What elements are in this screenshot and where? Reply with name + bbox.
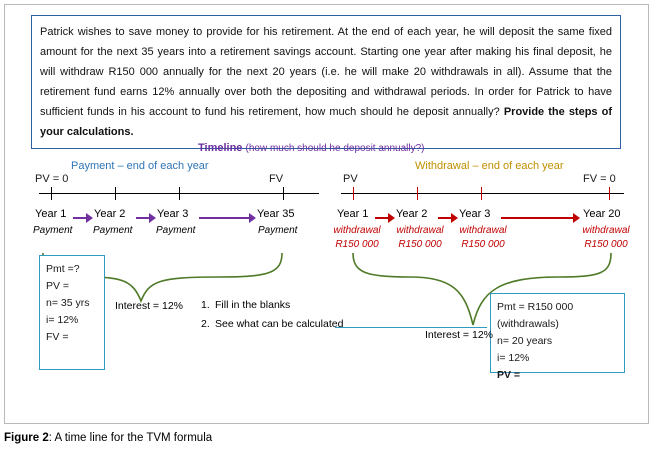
year-label-wd-20: Year 20 — [583, 208, 621, 220]
fv-label: FV — [269, 173, 284, 185]
year-label-pay-2: Year 2 — [94, 208, 126, 220]
amount-wd-20: R150 000 — [584, 239, 628, 250]
figure-caption-text: : A time line for the TVM formula — [48, 432, 213, 444]
tick-wd-2 — [417, 187, 418, 200]
tick-wd-20 — [609, 187, 610, 200]
withdrawal-variables-box — [490, 293, 625, 381]
year-label-pay-3: Year 3 — [157, 208, 189, 220]
figure-caption — [4, 432, 212, 444]
timeline-title-main: Timeline — [198, 142, 243, 154]
year-label-pay-35: Year 35 — [257, 208, 295, 220]
item-label-wd-20: withdrawal — [582, 225, 630, 236]
tick-pay-3 — [179, 187, 180, 200]
item-label-pay-35: Payment — [258, 225, 298, 236]
tick-wd-3 — [481, 187, 482, 200]
fv-zero-label-right: FV = 0 — [583, 173, 616, 185]
step-2-number: 2. — [201, 318, 210, 330]
item-label-pay-2: Payment — [93, 225, 133, 236]
pv-zero-label: PV = 0 — [35, 173, 69, 185]
timeline-title — [198, 142, 425, 154]
problem-bold-tail: Provide the steps of your calculations. — [40, 106, 613, 138]
left-box-line-4: i= 12% — [46, 314, 79, 326]
year-label-wd-2: Year 2 — [396, 208, 428, 220]
amount-wd-2: R150 000 — [398, 239, 442, 250]
amount-wd-1: R150 000 — [335, 239, 379, 250]
item-label-wd-2: withdrawal — [396, 225, 444, 236]
pv-label-right: PV — [343, 173, 358, 185]
payment-section-title: Payment – end of each year — [71, 160, 209, 172]
year-label-pay-1: Year 1 — [35, 208, 67, 220]
figure-caption-label: Figure 2 — [4, 432, 49, 444]
interest-label-left: Interest = 12% — [115, 300, 183, 312]
right-box-line-2: n= 20 years — [497, 335, 553, 347]
step-1-number: 1. — [201, 299, 210, 311]
withdrawal-timeline-axis — [341, 193, 624, 194]
step-2-text: See what can be calculated — [215, 318, 344, 330]
right-box-line-3: i= 12% — [497, 352, 530, 364]
steps-list — [201, 296, 343, 334]
tick-pay-2 — [115, 187, 116, 200]
year-label-wd-1: Year 1 — [337, 208, 369, 220]
timeline-title-sub: (how much should he deposit annually?) — [245, 143, 425, 154]
steps-connector-line — [335, 327, 487, 328]
amount-wd-3: R150 000 — [461, 239, 505, 250]
step-1-text: Fill in the blanks — [215, 299, 291, 311]
interest-label-right: Interest = 12% — [425, 329, 493, 341]
item-label-wd-3: withdrawal — [459, 225, 507, 236]
figure-container — [4, 4, 649, 424]
problem-text: Patrick wishes to save money to provide for his retirement. At the end of each year, he will deposit the same fixed amount for the next 35 years into a retirement savings account. Starting one year after making his final deposit, he will withdraw R150 000 annually for the next 20 years (i.e. he will make 20 withdrawals in all). Assume that the retirement fund earns 12% annually over both the depositing and withdrawal periods. In order for Patrick to have sufficient funds in his account to fund his retirement, how much should he deposit annually? — [40, 26, 612, 118]
item-label-pay-1: Payment — [33, 225, 73, 236]
tick-wd-1 — [353, 187, 354, 200]
tick-pay-1 — [51, 187, 52, 200]
step-item-1 — [201, 296, 343, 315]
payment-variables-box — [39, 255, 105, 370]
right-box-pv-line: PV = — [497, 369, 521, 381]
year-label-wd-3: Year 3 — [459, 208, 491, 220]
left-box-line-5: FV = — [46, 331, 69, 343]
left-box-line-1: Pmt =? — [46, 263, 80, 275]
right-box-line-1: Pmt = R150 000 (withdrawals) — [497, 301, 574, 330]
item-label-pay-3: Payment — [156, 225, 196, 236]
step-item-2 — [201, 315, 343, 334]
left-box-line-3: n= 35 yrs — [46, 297, 90, 309]
withdrawal-section-title: Withdrawal – end of each year — [415, 160, 564, 172]
problem-statement — [31, 15, 621, 149]
left-box-line-2: PV = — [46, 280, 70, 292]
tick-pay-35 — [283, 187, 284, 200]
item-label-wd-1: withdrawal — [333, 225, 381, 236]
